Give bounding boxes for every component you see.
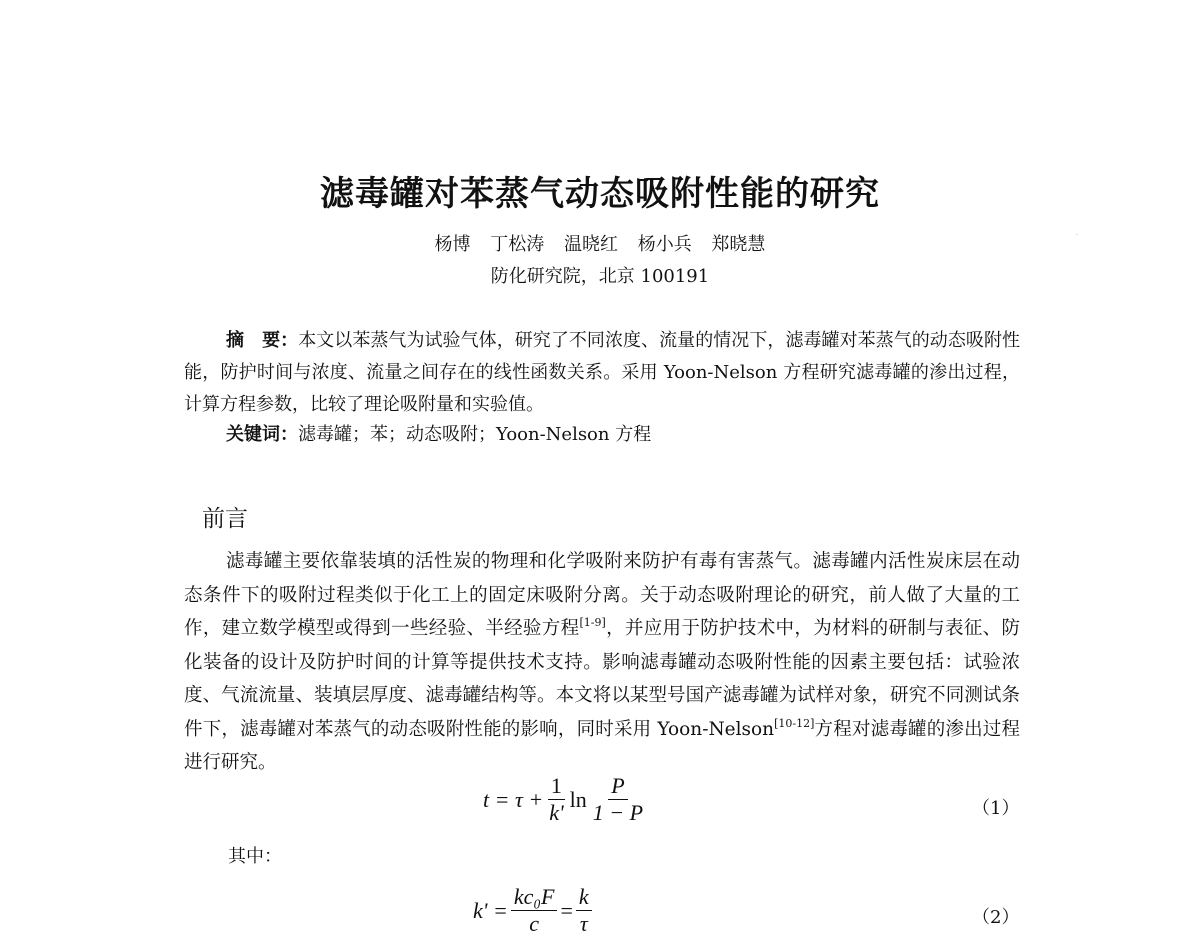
eq1-frac1-num: 1 [548,773,565,800]
abstract-text: 本文以苯蒸气为试验气体，研究了不同浓度、流量的情况下，滤毒罐对苯蒸气的动态吸附性能，防护时间与浓度、流量之间存在的线性函数关系。采用 Yoon-Nelson 方程研究滤毒罐的渗出过程，计算方程参数，比较了理论吸附量和实验值。 [184,330,1020,415]
body-text-part1: 滤毒罐主要依靠装填的活性炭的物理和化学吸附来防护有毒有害蒸气。滤毒罐内活性炭床层在动态条件下的吸附过程类似于化工上的固定床吸附分离。关于动态吸附理论的研究，前人做了大量的工作，建立数学模型或得到一些经验、半经验方程 [184,551,1020,639]
eq1-fraction-1 [546,773,566,826]
body-text-part2: ，并应用于防护技术中，为材料的研制与表征、防化装备的设计及防护时间的计算等提供技术支持。影响滤毒罐动态吸附性能的因素主要包括：试验浓度、气流流量、装填层厚度、滤毒罐结构等。本文将以某型号国产滤毒罐为试样对象，研究不同测试条件下，滤毒罐对苯蒸气的动态吸附性能的影响，同时采用 Yoon-Nelson [184,618,1020,740]
author-list: 杨博 丁松涛 温晓红 杨小兵 郑晓慧 [434,234,766,255]
equation-2-number: （2） [972,907,1020,928]
keywords-label: 关键词： [226,424,298,445]
eq2-eq: = [560,897,573,923]
eq1-fraction-2 [590,773,646,826]
eq2-frac2-den: τ [579,911,588,936]
eq2-frac1-num: kc₀F [511,884,558,911]
paper-title: 滤毒罐对苯蒸气动态吸附性能的研究 [320,174,880,214]
equation-1 [483,773,649,826]
equation-1-number: （1） [972,798,1020,819]
keywords-text: 滤毒罐；苯；动态吸附；Yoon-Nelson 方程 [298,424,652,445]
eq1-frac2-den: 1 − P [592,800,644,825]
scan-speck: · [1076,232,1078,239]
abstract [184,325,1020,421]
affiliation: 防化研究院，北京 100191 [490,266,710,287]
abstract-label: 摘 要： [226,330,299,351]
where-label: 其中： [228,846,282,867]
section-title: 前言 [202,506,248,532]
eq2-lhs: k' = [473,897,508,923]
eq1-frac2-num: P [608,773,627,800]
keywords [226,419,651,451]
eq2-fraction-1 [511,884,558,937]
eq2-frac2-num: k [576,884,592,911]
eq1-lhs: t = τ + [483,786,544,812]
eq1-ln: ln [569,786,587,812]
citation-1: [1-9] [579,616,606,629]
body-paragraph [184,545,1020,780]
eq2-frac1-den: c [529,911,540,936]
eq2-fraction-2 [576,884,592,937]
citation-2: [10-12] [774,716,815,730]
body-text-part3: 方程对滤毒罐的渗出过程进行研究。 [184,718,1020,773]
equation-2 [473,884,595,937]
eq1-frac1-den: k' [549,800,564,825]
